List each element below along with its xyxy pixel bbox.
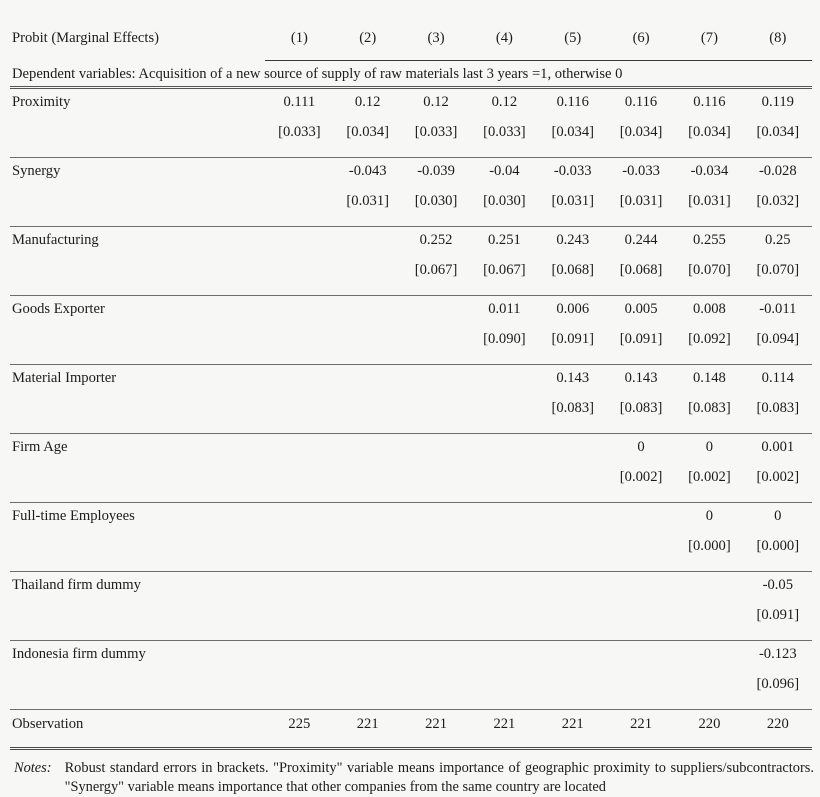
coefficient-cell (402, 572, 470, 607)
coefficient-cell: 0.114 (761, 370, 794, 386)
std-error-cell (265, 399, 333, 434)
std-error-cell (334, 399, 402, 434)
coefficient-cell: 0.12 (354, 94, 381, 110)
std-error-cell: [0.034] (334, 123, 402, 158)
std-error-label-spacer (10, 675, 265, 710)
std-error-cell (265, 675, 333, 710)
coefficient-cell: 0.111 (283, 94, 316, 110)
coefficient-cell: 0.116 (624, 94, 658, 110)
coefficient-cell (402, 365, 470, 400)
coefficient-cell (265, 158, 333, 193)
column-header-5: (5) (539, 30, 607, 61)
std-error-cell: [0.083] (607, 399, 675, 434)
variable-label: Indonesia firm dummy (12, 646, 146, 662)
coefficient-cell (607, 503, 675, 538)
coefficient-cell (334, 365, 402, 400)
coefficient-cell: -0.043 (348, 163, 387, 179)
notes-text: Robust standard errors in brackets. "Proximity" variable means importance of geographic proximity to suppliers/subcontractors. "Synergy" variable means importance that other companies from the same country are located (64, 760, 814, 796)
std-error-cell: [0.067] (402, 261, 470, 296)
std-error-cell (607, 537, 675, 572)
coefficient-cell (265, 503, 333, 538)
coefficient-cell (470, 641, 538, 676)
coefficient-cell (607, 572, 675, 607)
std-error-cell (675, 675, 743, 710)
coefficient-cell: -0.033 (622, 163, 660, 179)
std-error-cell: [0.090] (470, 330, 538, 365)
variable-label: Full-time Employees (12, 508, 135, 524)
coefficient-cell: 0.005 (624, 301, 658, 317)
table-row-std-error (10, 330, 812, 365)
coefficient-cell: -0.039 (417, 163, 455, 179)
variable-label: Goods Exporter (12, 301, 105, 317)
std-error-cell: [0.030] (402, 192, 470, 227)
std-error-cell: [0.034] (607, 123, 675, 158)
coefficient-cell: 0.25 (765, 232, 791, 248)
std-error-cell: [0.092] (675, 330, 743, 365)
std-error-cell: [0.091] (539, 330, 607, 365)
observation-row (10, 710, 812, 749)
coefficient-cell: -0.033 (553, 163, 592, 179)
table-row (10, 503, 812, 538)
coefficient-cell: 0.116 (693, 94, 726, 110)
std-error-cell (402, 330, 470, 365)
coefficient-cell (675, 641, 743, 676)
std-error-cell (539, 606, 607, 641)
table-row (10, 572, 812, 607)
table-row-std-error (10, 123, 812, 158)
std-error-cell (265, 468, 333, 503)
dependent-variable-row (10, 61, 812, 88)
coefficient-cell: 0 (705, 439, 714, 455)
coefficient-cell (334, 503, 402, 538)
std-error-cell: [0.031] (675, 192, 743, 227)
std-error-cell: [0.034] (675, 123, 743, 158)
table-row (10, 88, 812, 124)
variable-label: Firm Age (12, 439, 68, 455)
coefficient-cell: 0 (637, 439, 645, 455)
std-error-cell: [0.070] (675, 261, 743, 296)
table-row-std-error (10, 399, 812, 434)
coefficient-cell (334, 434, 402, 469)
coefficient-cell (402, 641, 470, 676)
std-error-cell (334, 261, 402, 296)
std-error-cell (334, 675, 402, 710)
column-header-4: (4) (470, 30, 538, 61)
coefficient-cell (470, 572, 538, 607)
dependent-variable-caption: Dependent variables: Acquisition of a new source of supply of raw materials last 3 years =1, otherwise 0 (10, 61, 812, 88)
coefficient-cell (265, 365, 333, 400)
table-row-std-error (10, 606, 812, 641)
coefficient-cell (402, 296, 470, 331)
coefficient-cell (265, 434, 333, 469)
std-error-cell (265, 192, 333, 227)
observation-cell: 220 (744, 710, 812, 749)
std-error-cell: [0.031] (607, 192, 675, 227)
coefficient-cell: 0 (774, 508, 782, 524)
std-error-cell: [0.030] (470, 192, 538, 227)
std-error-cell (607, 606, 675, 641)
std-error-cell (334, 537, 402, 572)
coefficient-cell: 0.243 (556, 232, 590, 248)
coefficient-cell: -0.028 (758, 163, 797, 179)
coefficient-cell (607, 641, 675, 676)
std-error-cell: [0.000] (675, 537, 743, 572)
std-error-cell (539, 537, 607, 572)
coefficient-cell (539, 572, 607, 607)
std-error-cell (402, 468, 470, 503)
coefficient-cell (470, 503, 538, 538)
column-header-8: (8) (744, 30, 812, 61)
std-error-cell: [0.031] (539, 192, 607, 227)
coefficient-cell (334, 572, 402, 607)
coefficient-cell (334, 641, 402, 676)
coefficient-cell: 0.001 (761, 439, 795, 455)
variable-label: Proximity (12, 94, 71, 110)
std-error-label-spacer (10, 123, 265, 158)
regression-results-table (10, 30, 812, 750)
variable-label: Material Importer (12, 370, 117, 386)
std-error-label-spacer (10, 261, 265, 296)
std-error-cell (334, 468, 402, 503)
std-error-cell (470, 399, 538, 434)
notes-block (10, 759, 814, 797)
std-error-cell (265, 606, 333, 641)
std-error-cell: [0.091] (744, 606, 812, 641)
table-head (10, 30, 812, 88)
table-row (10, 296, 812, 331)
std-error-cell (539, 675, 607, 710)
std-error-cell (470, 537, 538, 572)
std-error-cell: [0.094] (744, 330, 812, 365)
std-error-cell: [0.091] (607, 330, 675, 365)
std-error-cell (265, 537, 333, 572)
std-error-cell: [0.000] (744, 537, 812, 572)
std-error-cell: [0.002] (607, 468, 675, 503)
column-header-2: (2) (334, 30, 402, 61)
coefficient-cell: 0.116 (556, 94, 589, 110)
coefficient-cell: 0.244 (624, 232, 658, 248)
std-error-label-spacer (10, 468, 265, 503)
coefficient-cell: -0.04 (489, 163, 520, 179)
observation-cell: 221 (539, 710, 607, 749)
table-row (10, 434, 812, 469)
std-error-cell: [0.034] (744, 123, 812, 158)
coefficient-cell (265, 227, 333, 262)
coefficient-cell (265, 641, 333, 676)
column-header-3: (3) (402, 30, 470, 61)
std-error-label-spacer (10, 399, 265, 434)
table-row-std-error (10, 537, 812, 572)
observation-cell: 221 (402, 710, 470, 749)
coefficient-cell: 0 (705, 508, 714, 524)
std-error-cell (675, 606, 743, 641)
coefficient-cell (265, 296, 333, 331)
std-error-cell: [0.068] (607, 261, 675, 296)
std-error-label-spacer (10, 606, 265, 641)
std-error-cell (334, 330, 402, 365)
std-error-cell: [0.068] (539, 261, 607, 296)
variable-label: Manufacturing (12, 232, 99, 248)
column-header-1: (1) (265, 30, 333, 61)
observation-cell: 225 (265, 710, 333, 749)
table-row (10, 158, 812, 193)
coefficient-cell: -0.011 (759, 301, 797, 317)
table-row-std-error (10, 468, 812, 503)
coefficient-cell (675, 572, 743, 607)
observation-cell: 220 (675, 710, 743, 749)
table-body (10, 88, 812, 749)
coefficient-cell: 0.255 (693, 232, 726, 248)
coefficient-cell: -0.05 (762, 577, 793, 593)
coefficient-cell: 0.12 (423, 94, 449, 110)
coefficient-cell (334, 227, 402, 262)
table-row-std-error (10, 675, 812, 710)
std-error-cell (539, 468, 607, 503)
std-error-cell (402, 537, 470, 572)
std-error-label-spacer (10, 330, 265, 365)
coefficient-cell: 0.119 (761, 94, 794, 110)
std-error-cell: [0.033] (402, 123, 470, 158)
std-error-cell (265, 261, 333, 296)
coefficient-cell: 0.252 (419, 232, 453, 248)
table-row-std-error (10, 192, 812, 227)
coefficient-cell: -0.123 (758, 646, 797, 662)
std-error-cell (470, 675, 538, 710)
std-error-cell: [0.032] (744, 192, 812, 227)
column-header-6: (6) (607, 30, 675, 61)
coefficient-cell (539, 503, 607, 538)
column-header-7: (7) (675, 30, 743, 61)
coefficient-cell: 0.006 (556, 301, 590, 317)
coefficient-cell: 0.251 (487, 232, 521, 248)
coefficient-cell: 0.148 (693, 370, 726, 386)
std-error-cell: [0.002] (675, 468, 743, 503)
std-error-cell (402, 675, 470, 710)
coefficient-cell (402, 434, 470, 469)
std-error-cell (334, 606, 402, 641)
std-error-cell: [0.083] (744, 399, 812, 434)
std-error-cell: [0.002] (744, 468, 812, 503)
std-error-cell: [0.070] (744, 261, 812, 296)
std-error-cell (470, 468, 538, 503)
coefficient-cell: 0.12 (491, 94, 518, 110)
coefficient-cell (402, 503, 470, 538)
coefficient-cell (470, 365, 538, 400)
table-title: Probit (Marginal Effects) (12, 30, 159, 46)
notes-label: Notes: (14, 760, 52, 776)
std-error-cell: [0.083] (675, 399, 743, 434)
std-error-cell: [0.033] (265, 123, 333, 158)
observation-cell: 221 (334, 710, 402, 749)
column-header-row (10, 30, 812, 61)
coefficient-cell: 0.008 (693, 301, 726, 317)
std-error-cell (402, 606, 470, 641)
std-error-label-spacer (10, 192, 265, 227)
table-row (10, 365, 812, 400)
coefficient-cell (334, 296, 402, 331)
std-error-label-spacer (10, 537, 265, 572)
variable-label: Thailand firm dummy (12, 577, 141, 593)
coefficient-cell: 0.143 (624, 370, 658, 386)
coefficient-cell (265, 572, 333, 607)
std-error-cell (265, 330, 333, 365)
std-error-cell: [0.034] (539, 123, 607, 158)
table-row-std-error (10, 261, 812, 296)
variable-label: Synergy (12, 163, 61, 179)
std-error-cell (470, 606, 538, 641)
table-row (10, 227, 812, 262)
coefficient-cell (470, 434, 538, 469)
observation-cell: 221 (607, 710, 675, 749)
coefficient-cell: -0.034 (690, 163, 729, 179)
std-error-cell: [0.096] (744, 675, 812, 710)
coefficient-cell: 0.143 (556, 370, 590, 386)
std-error-cell (402, 399, 470, 434)
std-error-cell: [0.031] (334, 192, 402, 227)
observation-label: Observation (10, 710, 265, 749)
coefficient-cell (539, 641, 607, 676)
std-error-cell: [0.033] (470, 123, 538, 158)
std-error-cell: [0.067] (470, 261, 538, 296)
observation-cell: 221 (470, 710, 538, 749)
std-error-cell: [0.083] (539, 399, 607, 434)
coefficient-cell (539, 434, 607, 469)
coefficient-cell: 0.011 (488, 301, 521, 317)
table-row (10, 641, 812, 676)
std-error-cell (607, 675, 675, 710)
